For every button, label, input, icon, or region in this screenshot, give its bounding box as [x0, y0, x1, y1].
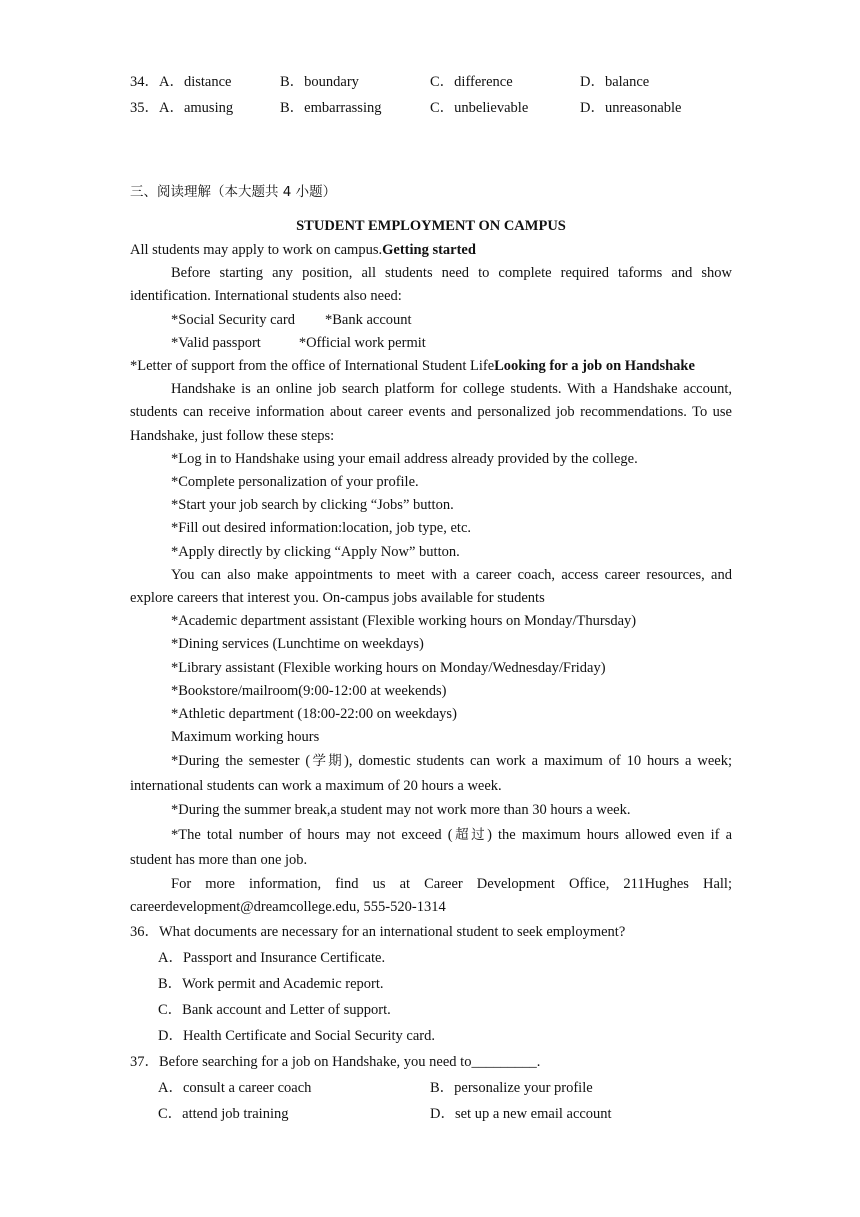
step-item: *Complete personalization of your profile.	[171, 474, 419, 491]
q36-option-d: D．Health Certificate and Social Security card.	[158, 1028, 436, 1045]
documents-row-1: *Social Security card *Bank account	[171, 311, 412, 328]
exam-page	[130, 71, 732, 1129]
q35-option-d: D．unreasonable	[580, 100, 682, 116]
question-35	[130, 97, 732, 123]
step-item: *Fill out desired information:location, job type, etc.	[171, 520, 472, 537]
job-item: *Dining services (Lunchtime on weekdays)	[171, 636, 424, 653]
heading-getting-started: Getting started	[382, 242, 476, 258]
q35-option-a: 35．A．amusing	[130, 100, 234, 116]
q37-options-row-2	[130, 1103, 732, 1129]
spacer	[130, 123, 732, 181]
step-item: *Apply directly by clicking “Apply Now” button.	[171, 543, 460, 560]
q37-options-row-1	[130, 1077, 732, 1103]
q34-option-b: B．boundary	[280, 74, 359, 90]
q35-option-c: C．unbelievable	[430, 100, 529, 116]
paragraph-summer: *During the summer break,a student may not work more than 30 hours a week.	[171, 802, 631, 819]
heading-maximum-hours: Maximum working hours	[171, 729, 320, 746]
step-item: *Start your job search by clicking “Jobs” button.	[171, 497, 454, 514]
q37-option-d: D．set up a new email account	[430, 1106, 612, 1123]
heading-handshake: Looking for a job on Handshake	[494, 358, 695, 375]
q37-option-a: A．consult a career coach	[158, 1080, 312, 1097]
article-title: STUDENT EMPLOYMENT ON CAMPUS	[296, 218, 566, 234]
q36-option-c: C．Bank account and Letter of support.	[158, 1002, 391, 1019]
q34-option-a: 34．A．distance	[130, 74, 232, 90]
q34-option-d: D．balance	[580, 74, 650, 90]
job-item: *Library assistant (Flexible working hours on Monday/Wednesday/Friday)	[171, 659, 606, 676]
q35-option-b: B．embarrassing	[280, 100, 382, 116]
question-34	[130, 71, 732, 97]
question-37-stem: 37．Before searching for a job on Handshake, you need to_________.	[130, 1054, 541, 1071]
q36-option-a: A．Passport and Insurance Certificate.	[158, 950, 386, 967]
q36-option-b: B．Work permit and Academic report.	[158, 976, 384, 993]
q37-option-c: C．attend job training	[158, 1106, 289, 1123]
paragraph-career-coach: You can also make appointments to meet with a career coach, access career resources, and explore careers that interest you. On-campus jobs available for students	[130, 566, 732, 607]
article-intro: All students may apply to work on campus.Getting started	[130, 242, 476, 258]
documents-row-2: *Valid passport *Official work permit	[171, 334, 426, 351]
q37-option-b: B．personalize your profile	[430, 1080, 593, 1097]
step-item: *Log in to Handshake using your email address already provided by the college.	[171, 450, 638, 467]
job-item: *Athletic department (18:00-22:00 on weekdays)	[171, 706, 457, 723]
paragraph-contact: For more information, find us at Career Development Office, 211Hughes Hall; careerdevelopment@dreamcollege.edu, 555-520-1314	[130, 875, 732, 915]
question-36-stem: 36．What documents are necessary for an international student to seek employment?	[130, 924, 626, 941]
q34-option-c: C．difference	[430, 74, 513, 90]
paragraph-total-hours: *The total number of hours may not exceed (超过) the maximum hours allowed even if a student has more than one job.	[130, 826, 733, 868]
letter-of-support: *Letter of support from the office of International Student LifeLooking for a job on Handshake	[130, 358, 695, 375]
section-heading: 三、阅读理解（本大题共 4 小题）	[130, 184, 337, 200]
paragraph-semester: *During the semester (学期), domestic students can work a maximum of 10 hours a week; international students can work a maximum of 20 hours a week.	[130, 753, 732, 795]
paragraph-handshake: Handshake is an online job search platform for college students. With a Handshake account, students can receive information about career events and personalized job recommendations. To use Handshake, just follow these steps:	[130, 381, 732, 444]
job-item: *Bookstore/mailroom(9:00-12:00 at weekends)	[171, 682, 447, 699]
paragraph-before-starting: Before starting any position, all students need to complete required taforms and show identification. International students also need:	[130, 265, 732, 305]
job-item: *Academic department assistant (Flexible working hours on Monday/Thursday)	[171, 613, 637, 630]
